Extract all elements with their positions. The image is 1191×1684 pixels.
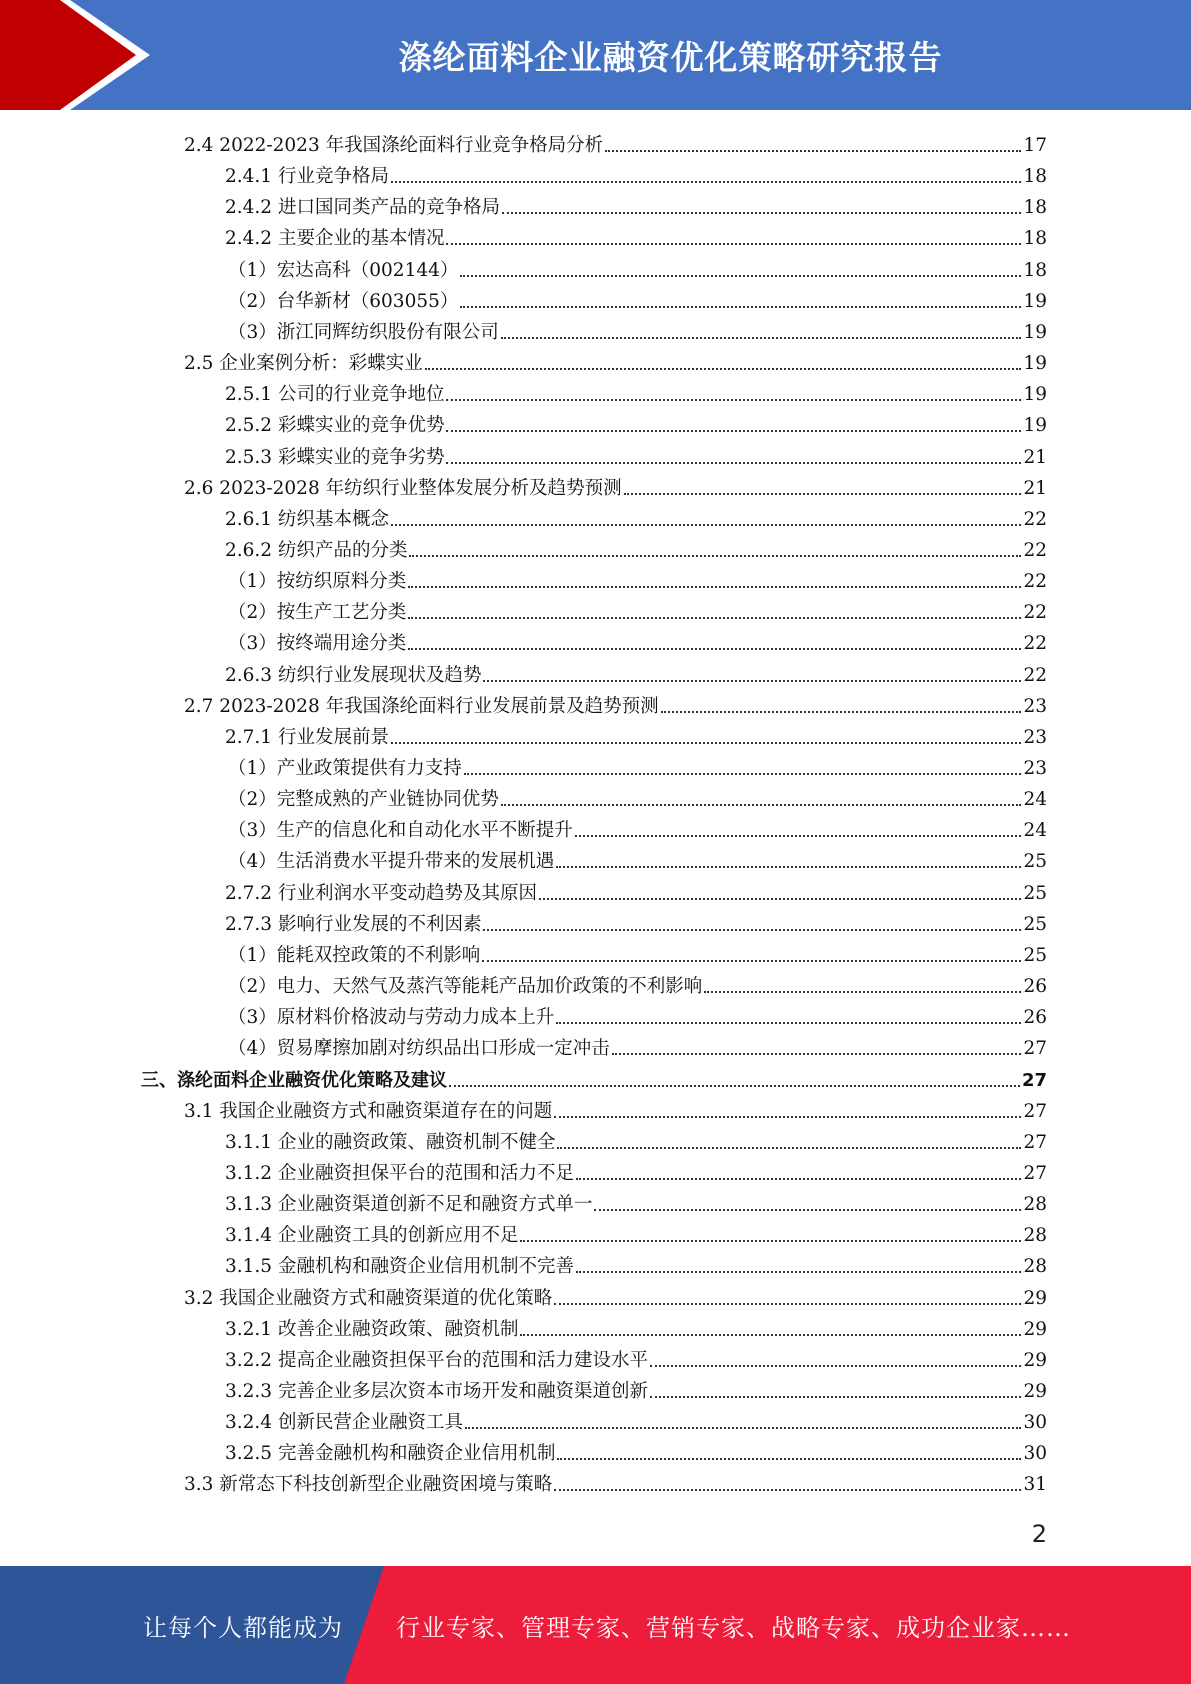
toc-entry[interactable] [184, 344, 1047, 375]
toc-entry[interactable] [228, 842, 1047, 873]
toc-entry[interactable] [225, 1341, 1047, 1372]
toc-leader-dots [482, 960, 1021, 962]
toc-entry-title: 2.7 2023-2028 年我国涤纶面料行业发展前景及趋势预测 [184, 695, 659, 717]
toc-leader-dots [464, 773, 1022, 775]
toc-entry[interactable] [225, 406, 1047, 437]
toc-entry-title: 3.1.3 企业融资渠道创新不足和融资方式单一 [225, 1194, 593, 1216]
toc-entry[interactable] [225, 1434, 1047, 1465]
toc-leader-dots [446, 243, 1021, 245]
toc-entry-title: 2.7.1 行业发展前景 [225, 726, 389, 748]
toc-entry[interactable] [225, 1123, 1047, 1154]
toc-entry[interactable] [141, 1061, 1047, 1092]
toc-leader-dots [594, 1209, 1021, 1211]
toc-entry[interactable] [225, 375, 1047, 406]
toc-entry-page: 27 [1023, 1100, 1047, 1122]
toc-entry-page: 22 [1023, 539, 1047, 561]
toc-entry-page: 29 [1023, 1381, 1047, 1402]
toc-entry-title: 3.1.5 金融机构和融资企业信用机制不完善 [225, 1256, 574, 1278]
toc-entry-title: 3.2.4 创新民营企业融资工具 [225, 1412, 463, 1434]
toc-entry-page: 30 [1023, 1412, 1047, 1434]
toc-entry-title: 3.2.3 完善企业多层次资本市场开发和融资渠道创新 [225, 1381, 648, 1402]
toc-entry-title: 3.1.4 企业融资工具的创新应用不足 [225, 1225, 519, 1247]
toc-entry-title: （2）完整成熟的产业链协同优势 [228, 789, 499, 811]
toc-entry-title: 3.2.5 完善金融机构和融资企业信用机制 [225, 1443, 556, 1465]
toc-leader-dots [408, 586, 1021, 588]
toc-leader-dots [501, 337, 1022, 339]
toc-entry-page: 31 [1023, 1474, 1047, 1496]
toc-entry[interactable] [184, 687, 1047, 718]
toc-entry-page: 25 [1023, 882, 1047, 904]
toc-entry[interactable] [225, 1185, 1047, 1216]
toc-entry-title: 2.4.1 行业竞争格局 [225, 166, 389, 188]
toc-entry-page: 24 [1023, 820, 1047, 842]
toc-leader-dots [501, 804, 1022, 806]
toc-entry-page: 29 [1023, 1349, 1047, 1371]
toc-leader-dots [520, 1240, 1021, 1242]
toc-entry-title: 3.2 我国企业融资方式和融资渠道的优化策略 [184, 1287, 553, 1309]
toc-leader-dots [575, 835, 1022, 837]
toc-entry-page: 21 [1023, 446, 1047, 468]
toc-entry[interactable] [228, 251, 1047, 282]
toc-entry[interactable] [228, 811, 1047, 842]
toc-entry-page: 19 [1023, 384, 1047, 406]
toc-entry-title: （1）能耗双控政策的不利影响 [228, 944, 481, 966]
toc-leader-dots [624, 493, 1022, 495]
toc-leader-dots [483, 929, 1021, 931]
footer-slogan-right: 行业专家、管理专家、营销专家、战略专家、成功企业家…… [396, 1613, 1071, 1642]
toc-entry-page: 28 [1023, 1225, 1047, 1247]
toc-entry[interactable] [228, 1029, 1047, 1060]
toc-leader-dots [391, 181, 1021, 183]
toc-entry-title: 3.1 我国企业融资方式和融资渠道存在的问题 [184, 1100, 553, 1122]
toc-entry[interactable] [228, 624, 1047, 655]
page-header [0, 0, 1191, 110]
toc-entry[interactable] [228, 282, 1047, 313]
header-chevron-logo [0, 0, 160, 110]
toc-entry[interactable] [225, 1372, 1047, 1403]
toc-entry-page: 18 [1023, 166, 1047, 188]
toc-entry-page: 21 [1023, 477, 1047, 499]
toc-entry-title: 2.6.1 纺织基本概念 [225, 508, 389, 530]
toc-entry-page: 26 [1023, 1007, 1047, 1029]
toc-entry-page: 29 [1023, 1318, 1047, 1340]
toc-leader-dots [650, 1396, 1021, 1398]
toc-entry-page: 25 [1023, 851, 1047, 873]
toc-entry-page: 29 [1023, 1287, 1047, 1309]
toc-leader-dots [449, 1085, 1020, 1087]
toc-entry-title: （3）生产的信息化和自动化水平不断提升 [228, 820, 573, 842]
toc-entry-page: 25 [1023, 913, 1047, 935]
toc-leader-dots [408, 617, 1021, 619]
toc-leader-dots [661, 711, 1022, 713]
toc-entry-title: 3.2.2 提高企业融资担保平台的范围和活力建设水平 [225, 1349, 648, 1371]
toc-entry-page: 18 [1023, 197, 1047, 219]
toc-leader-dots [557, 1458, 1021, 1460]
toc-leader-dots [465, 1427, 1021, 1429]
toc-entry[interactable] [184, 1279, 1047, 1310]
toc-leader-dots [446, 399, 1021, 401]
toc-entry-title: （4）贸易摩擦加剧对纺织品出口形成一定冲击 [228, 1038, 610, 1060]
toc-entry-page: 22 [1023, 633, 1047, 655]
toc-entry-title: （1）产业政策提供有力支持 [228, 758, 462, 779]
toc-entry[interactable] [225, 157, 1047, 188]
toc-entry-title: 2.4 2022-2023 年我国涤纶面料行业竞争格局分析 [184, 135, 604, 156]
toc-entry-page: 28 [1023, 1256, 1047, 1278]
toc-entry[interactable] [228, 998, 1047, 1029]
toc-leader-dots [554, 1116, 1021, 1118]
toc-leader-dots [408, 648, 1021, 650]
toc-leader-dots [483, 680, 1021, 682]
footer-slogan-left: 让每个人都能成为 [143, 1613, 343, 1642]
toc-leader-dots [554, 1489, 1021, 1491]
toc-entry-title: 3.1.2 企业融资担保平台的范围和活力不足 [225, 1162, 574, 1184]
toc-entry[interactable] [225, 1310, 1047, 1341]
toc-leader-dots [446, 462, 1021, 464]
toc-leader-dots [502, 212, 1021, 214]
toc-entry-page: 19 [1023, 290, 1047, 312]
toc-entry-title: 3.2.1 改善企业融资政策、融资机制 [225, 1318, 519, 1340]
toc-entry[interactable] [184, 126, 1047, 157]
toc-leader-dots [460, 275, 1021, 277]
toc-entry-page: 27 [1023, 1131, 1047, 1153]
toc-entry[interactable] [225, 1403, 1047, 1434]
toc-entry-page: 18 [1023, 228, 1047, 250]
toc-entry[interactable] [225, 531, 1047, 562]
toc-leader-dots [557, 1147, 1021, 1149]
page-footer [0, 1566, 1191, 1684]
toc-entry-page: 18 [1023, 259, 1047, 281]
toc-entry-title: 2.7.3 影响行业发展的不利因素 [225, 913, 482, 935]
toc-leader-dots [425, 368, 1022, 370]
toc-entry-page: 23 [1023, 758, 1047, 779]
toc-entry[interactable] [225, 905, 1047, 936]
toc-entry[interactable] [225, 1247, 1047, 1278]
toc-entry-page: 30 [1023, 1443, 1047, 1465]
toc-entry[interactable] [184, 1092, 1047, 1123]
toc-entry-page: 28 [1023, 1194, 1047, 1216]
toc-entry-title: （1）按纺织原料分类 [228, 571, 407, 593]
toc-leader-dots [446, 430, 1021, 432]
toc-entry-title: 2.4.2 主要企业的基本情况 [225, 228, 445, 250]
report-title: 涤纶面料企业融资优化策略研究报告 [398, 37, 943, 77]
toc-entry-page: 23 [1023, 726, 1047, 748]
toc-leader-dots [576, 1271, 1021, 1273]
toc-entry[interactable] [228, 313, 1047, 344]
toc-entry[interactable] [225, 500, 1047, 531]
toc-entry-page: 19 [1023, 353, 1047, 375]
toc-entry-page: 22 [1023, 664, 1047, 686]
toc-entry-title: （1）宏达高科（002144） [228, 259, 459, 281]
toc-entry-title: 3.3 新常态下科技创新型企业融资困境与策略 [184, 1474, 553, 1496]
toc-entry-page: 27 [1023, 1162, 1047, 1184]
toc-leader-dots [391, 524, 1021, 526]
toc-entry-page: 22 [1023, 571, 1047, 593]
toc-entry-title: （3）原材料价格波动与劳动力成本上升 [228, 1007, 555, 1029]
toc-entry[interactable] [225, 188, 1047, 219]
toc-leader-dots [554, 1303, 1021, 1305]
toc-entry[interactable] [225, 874, 1047, 905]
toc-entry[interactable] [225, 219, 1047, 250]
toc-entry[interactable] [228, 967, 1047, 998]
toc-entry-title: （4）生活消费水平提升带来的发展机遇 [228, 851, 555, 873]
toc-leader-dots [612, 1053, 1022, 1055]
toc-entry-page: 24 [1023, 789, 1047, 811]
toc-entry-title: （3）按终端用途分类 [228, 633, 407, 655]
toc-entry-page: 25 [1023, 944, 1047, 966]
toc-entry[interactable] [228, 780, 1047, 811]
toc-leader-dots [539, 898, 1021, 900]
toc-entry-title: （2）按生产工艺分类 [228, 602, 407, 624]
toc-entry[interactable] [184, 469, 1047, 500]
toc-entry-page: 22 [1023, 508, 1047, 530]
toc-entry[interactable] [228, 936, 1047, 967]
toc-entry[interactable] [225, 1216, 1047, 1247]
toc-entry-title: 2.6.2 纺织产品的分类 [225, 539, 408, 561]
toc-leader-dots [704, 991, 1021, 993]
toc-entry-page: 27 [1021, 1069, 1047, 1091]
toc-entry-page: 26 [1023, 976, 1047, 998]
toc-entry-title: （2）台华新材（603055） [228, 290, 459, 312]
toc-entry-page: 27 [1023, 1038, 1047, 1060]
toc-entry-page: 19 [1023, 321, 1047, 343]
toc-entry-title: 2.7.2 行业利润水平变动趋势及其原因 [225, 882, 537, 904]
toc-entry[interactable] [228, 749, 1047, 780]
toc-entry-title: 三、涤纶面料企业融资优化策略及建议 [141, 1069, 447, 1091]
toc-entry-page: 19 [1023, 415, 1047, 437]
toc-entry[interactable] [225, 656, 1047, 687]
toc-entry[interactable] [225, 438, 1047, 469]
toc-entry-page: 23 [1023, 695, 1047, 717]
toc-entry-title: 2.4.2 进口国同类产品的竞争格局 [225, 197, 500, 219]
toc-entry-title: （2）电力、天然气及蒸汽等能耗产品加价政策的不利影响 [228, 976, 703, 998]
toc-entry[interactable] [225, 718, 1047, 749]
toc-entry-title: 2.5.3 彩蝶实业的竞争劣势 [225, 446, 445, 468]
toc-entry-title: 2.5.1 公司的行业竞争地位 [225, 384, 445, 406]
toc-leader-dots [605, 150, 1021, 152]
toc-entry-title: 2.6 2023-2028 年纺织行业整体发展分析及趋势预测 [184, 477, 622, 499]
toc-leader-dots [556, 866, 1021, 868]
toc-leader-dots [460, 306, 1021, 308]
toc-entry-page: 22 [1023, 602, 1047, 624]
toc-leader-dots [520, 1334, 1021, 1336]
toc-entry-title: 2.5 企业案例分析：彩蝶实业 [184, 353, 423, 375]
page-number: 2 [1031, 1520, 1047, 1548]
toc-leader-dots [556, 1022, 1021, 1024]
toc-leader-dots [391, 742, 1021, 744]
toc-leader-dots [650, 1365, 1021, 1367]
toc-leader-dots [409, 555, 1021, 557]
toc-entry-title: （3）浙江同辉纺织股份有限公司 [228, 321, 499, 343]
toc-entry-title: 3.1.1 企业的融资政策、融资机制不健全 [225, 1131, 556, 1153]
toc-entry-title: 2.6.3 纺织行业发展现状及趋势 [225, 664, 482, 686]
toc-entry-title: 2.5.2 彩蝶实业的竞争优势 [225, 415, 445, 437]
toc-entry[interactable] [225, 1154, 1047, 1185]
toc-leader-dots [576, 1178, 1021, 1180]
toc-entry[interactable] [228, 562, 1047, 593]
toc-entry[interactable] [228, 593, 1047, 624]
toc-entry[interactable] [184, 1465, 1047, 1496]
toc-entry-page: 17 [1023, 135, 1047, 156]
